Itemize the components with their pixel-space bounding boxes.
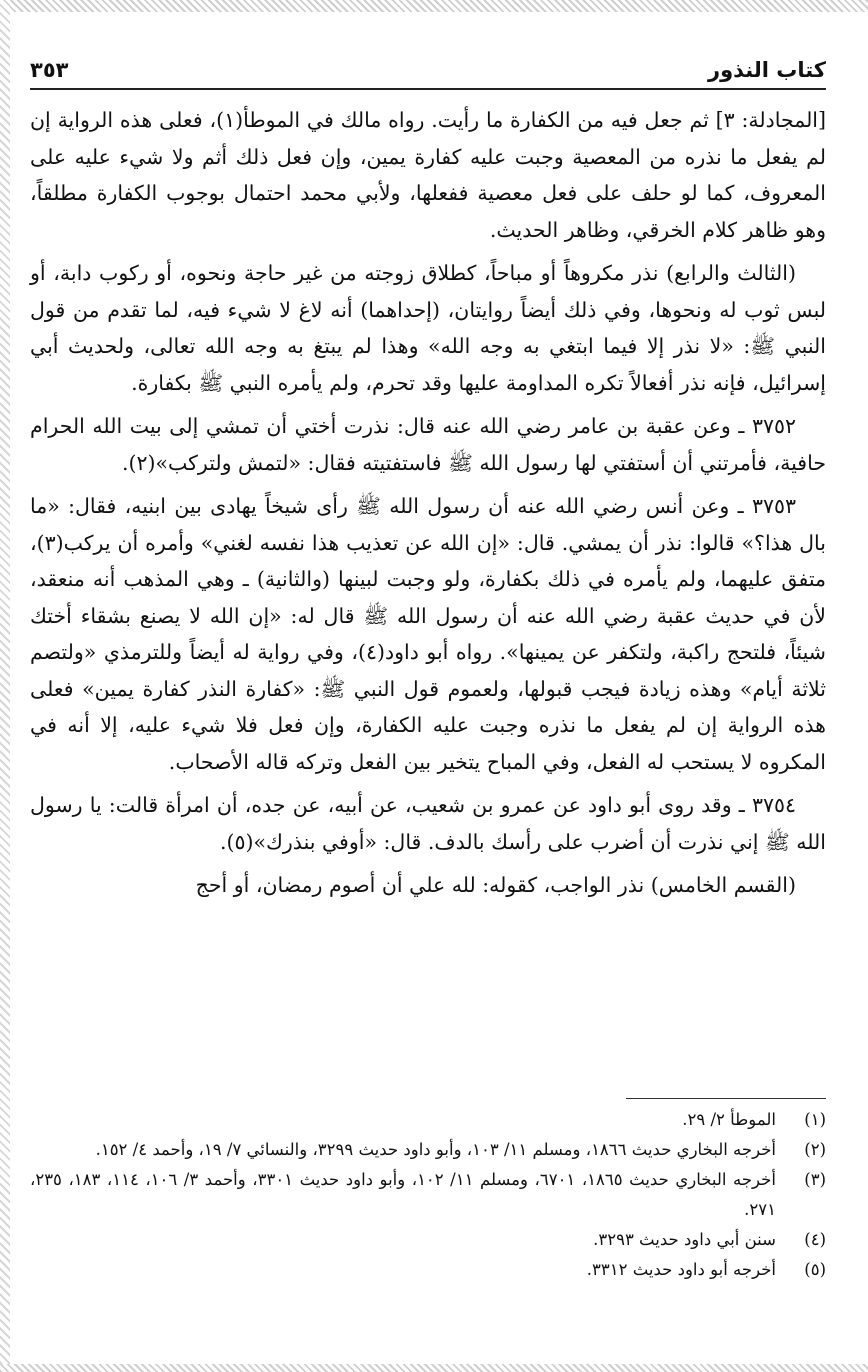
- footnote: [30, 1105, 826, 1135]
- decorative-border-top: [0, 0, 868, 12]
- footnote-text: سنن أبي داود حديث ٣٢٩٣.: [593, 1230, 776, 1249]
- page-number: ٣٥٣: [30, 58, 69, 82]
- footnote: [30, 1135, 826, 1165]
- footnote-number: (٢): [804, 1140, 826, 1159]
- paragraph: ٣٧٥٣ ـ وعن أنس رضي الله عنه أن رسول الله ﷺ رأى شيخاً يهادى بين ابنيه، فقال: «ما بال هذا؟» قالوا: نذر أن يمشي. قال: «إن الله عن تعذيب هذا نفسه لغني» وأمره أن يركب(٣)، متفق عليهما، ولم يأمره في ذلك بكفارة، ولو وجبت لبينها (والثانية) ـ وهي المذهب أنه منعقد، لأن في حديث عقبة رضي الله عنه أن رسول الله ﷺ قال له: «إن الله لا يصنع بشقاء أختك شيئاً، فلتحج راكبة، ولتكفر عن يمينها». رواه أبو داود(٤)، وفي رواية له أيضاً وللترمذي «ولتصم ثلاثة أيام» وهذه زيادة فيجب قبولها، ولعموم قول النبي ﷺ: «كفارة النذر كفارة يمين» فعلى هذه الرواية إن لم يفعل ما نذره وجبت عليه الكفارة، وإن فعل فلا شيء عليه، إلا أنه في المكروه لا يستحب له الفعل، وفي المباح يتخير بين الفعل وتركه قاله الأصحاب.: [30, 494, 826, 774]
- footnote: [30, 1255, 826, 1285]
- decorative-border-bottom: [0, 1364, 868, 1372]
- paragraph: ٣٧٥٢ ـ وعن عقبة بن عامر رضي الله عنه قال: نذرت أختي أن تمشي إلى بيت الله الحرام حافية، فأمرتني أن أستفتي لها رسول الله ﷺ فاستفتيته فقال: «لتمش ولتركب»(٢).: [30, 414, 826, 475]
- paragraph: (القسم الخامس) نذر الواجب، كقوله: لله علي أن أصوم رمضان، أو أحج: [195, 873, 796, 897]
- footnote-text: الموطأ ٢/ ٢٩.: [682, 1110, 776, 1129]
- footnote-divider: [626, 1098, 826, 1099]
- paragraph: [المجادلة: ٣] ثم جعل فيه من الكفارة ما رأيت. رواه مالك في الموطأ(١)، فعلى هذه الرواية إن لم يفعل ما نذره من المعصية وجبت عليه كفارة يمين، وإن فعل ذلك أثم ولا شيء عليه على المعروف، كما لو حلف على فعل معصية ففعلها، ولأبي محمد احتمال بوجوب الكفارة مطلقاً، وهو ظاهر كلام الخرقي، وظاهر الحديث.: [30, 108, 827, 242]
- page-content: [30, 54, 826, 911]
- footnote-number: (٥): [804, 1260, 826, 1279]
- footnotes: [30, 1098, 826, 1285]
- decorative-border-left: [0, 0, 10, 1372]
- book-title: كتاب النذور: [707, 58, 826, 82]
- footnote-number: (١): [804, 1110, 826, 1129]
- paragraph: (الثالث والرابع) نذر مكروهاً أو مباحاً، كطلاق زوجته من غير حاجة ونحوه، أو ركوب دابة، أو لبس ثوب له ونحوها، وفي ذلك أيضاً روايتان، (إحداهما) أنه لاغ لا شيء فيه، لما تقدم من قول النبي ﷺ: «لا نذر إلا فيما ابتغي به وجه الله» وهذا لم يبتغ به وجه الله تعالى، ولحديث أبي إسرائيل، فإنه نذر أفعالاً تكره المداومة عليها وقد تحرم، ولم يأمره النبي ﷺ بكفارة.: [30, 261, 826, 395]
- footnote-text: أخرجه البخاري حديث ١٨٦٦، ومسلم ١١/ ١٠٣، وأبو داود حديث ٣٢٩٩، والنسائي ٧/ ١٩، وأحمد ٤/ ١٥٢.: [95, 1140, 776, 1159]
- page-header: [30, 54, 826, 90]
- footnote-number: (٤): [804, 1230, 826, 1249]
- footnote-text: أخرجه أبو داود حديث ٣٣١٢.: [586, 1260, 776, 1279]
- footnote-text: أخرجه البخاري حديث ١٨٦٥، ٦٧٠١، ومسلم ١١/ ١٠٢، وأبو داود حديث ٣٣٠١، وأحمد ٣/ ١٠٦، ١١٤، ١٨٣، ٢٣٥، ٢٧١.: [30, 1170, 776, 1219]
- footnote: [30, 1225, 826, 1255]
- paragraph: ٣٧٥٤ ـ وقد روى أبو داود عن عمرو بن شعيب، عن أبيه، عن جده، أن امرأة قالت: يا رسول الله ﷺ إني نذرت أن أضرب على رأسك بالدف. قال: «أوفي بنذرك»(٥).: [30, 793, 826, 854]
- body-text: [30, 102, 826, 904]
- footnote-number: (٣): [804, 1170, 826, 1189]
- footnote: [30, 1165, 826, 1225]
